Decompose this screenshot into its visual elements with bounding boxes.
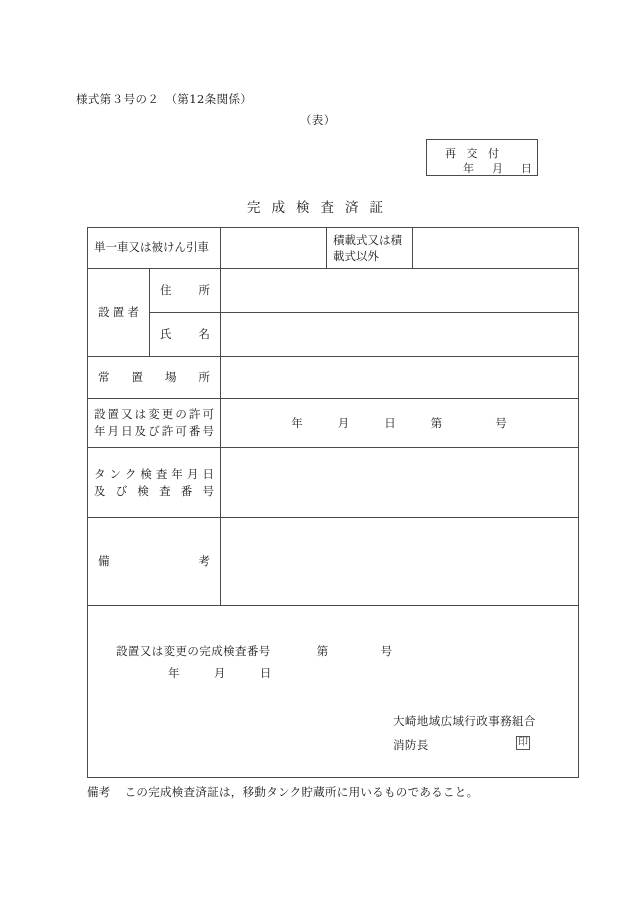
footnote-text: この完成検査済証は，移動タンク貯蔵所に用いるものであること。 [124, 785, 479, 799]
issuing-organization: 大崎地域広域行政事務組合 [393, 714, 536, 728]
fire-chief-title: 消防長 [393, 738, 429, 752]
tank-inspection-label-line2: 及び検査番号 [94, 483, 214, 498]
table-row-installer-address [88, 269, 579, 313]
completion-number-line [116, 643, 393, 659]
name-value-cell[interactable] [221, 313, 579, 357]
tank-inspection-label-line1: タンク検査年月日 [94, 466, 214, 481]
installer-group-label: 設置者 [98, 304, 139, 319]
permit-month: 月 [337, 416, 351, 430]
storage-place-label: 常置場所 [98, 369, 210, 384]
completion-date-line [168, 665, 272, 681]
completion-month: 月 [213, 666, 226, 680]
storage-place-label-cell [88, 357, 221, 399]
loading-type-label-cell [327, 228, 413, 269]
reissue-box [426, 139, 538, 176]
name-value [221, 325, 237, 345]
vehicle-value-cell[interactable] [221, 228, 327, 269]
table-row-vehicle [88, 228, 579, 269]
loading-type-value-cell[interactable] [413, 228, 579, 269]
table-row-permit [88, 399, 579, 448]
vehicle-label-cell [88, 228, 221, 269]
completion-number-label: 設置又は変更の完成検査番号 [116, 644, 271, 658]
tank-inspection-value-cell[interactable] [221, 448, 579, 518]
name-label-cell [150, 313, 221, 357]
footnote-label: 備考 [87, 785, 111, 799]
permit-day: 日 [384, 416, 397, 430]
address-value [221, 281, 237, 301]
permit-value-row [221, 415, 578, 431]
permit-year: 年 [291, 416, 304, 430]
tank-inspection-value [221, 473, 237, 493]
storage-place-value [221, 368, 237, 388]
address-value-cell[interactable] [221, 269, 579, 313]
table-row-tank-inspection [88, 448, 579, 518]
reissue-title: 再 交 付 [445, 147, 503, 160]
name-label: 氏名 [160, 326, 210, 341]
storage-place-value-cell[interactable] [221, 357, 579, 399]
certificate-table [87, 227, 579, 778]
completion-number-prefix: 第 [316, 644, 329, 658]
permit-value-cell[interactable] [221, 399, 579, 448]
address-label-cell [150, 269, 221, 313]
vehicle-value [221, 238, 237, 258]
footnote [87, 785, 478, 799]
remarks-label-cell [88, 518, 221, 606]
table-row-storage-place [88, 357, 579, 399]
loading-type-label: 積載式又は積載式以外 [333, 232, 402, 263]
loading-type-value [413, 238, 429, 258]
completion-number-suffix: 号 [380, 644, 393, 658]
issuing-block-cell [88, 606, 579, 778]
page-title: 完成検査済証 [247, 200, 394, 216]
table-row-installer-name [88, 313, 579, 357]
permit-label-line1: 設置又は変更の許可 [94, 407, 214, 422]
permit-label-cell [88, 399, 221, 448]
remarks-value [221, 552, 237, 572]
installer-group-label-cell [88, 269, 150, 357]
remarks-value-cell[interactable] [221, 518, 579, 606]
address-label: 住所 [160, 282, 210, 297]
table-row-remarks [88, 518, 579, 606]
completion-year: 年 [168, 666, 180, 680]
permit-number-prefix: 第 [430, 416, 444, 430]
permit-number-suffix: 号 [495, 416, 508, 430]
permit-label-line2: 年月日及び許可番号 [94, 424, 214, 438]
completion-day: 日 [259, 666, 272, 680]
tank-inspection-label-cell [88, 448, 221, 518]
seal-icon: 印 [518, 737, 528, 748]
form-number: 様式第３号の２ （第12条関係） [76, 92, 253, 106]
side-label: （表） [300, 113, 336, 127]
remarks-label: 備考 [98, 553, 210, 568]
reissue-date-line: 年 月 日 [463, 162, 536, 175]
table-row-issuing-block [88, 606, 579, 778]
vehicle-label: 単一車又は被けん引車 [94, 240, 209, 255]
